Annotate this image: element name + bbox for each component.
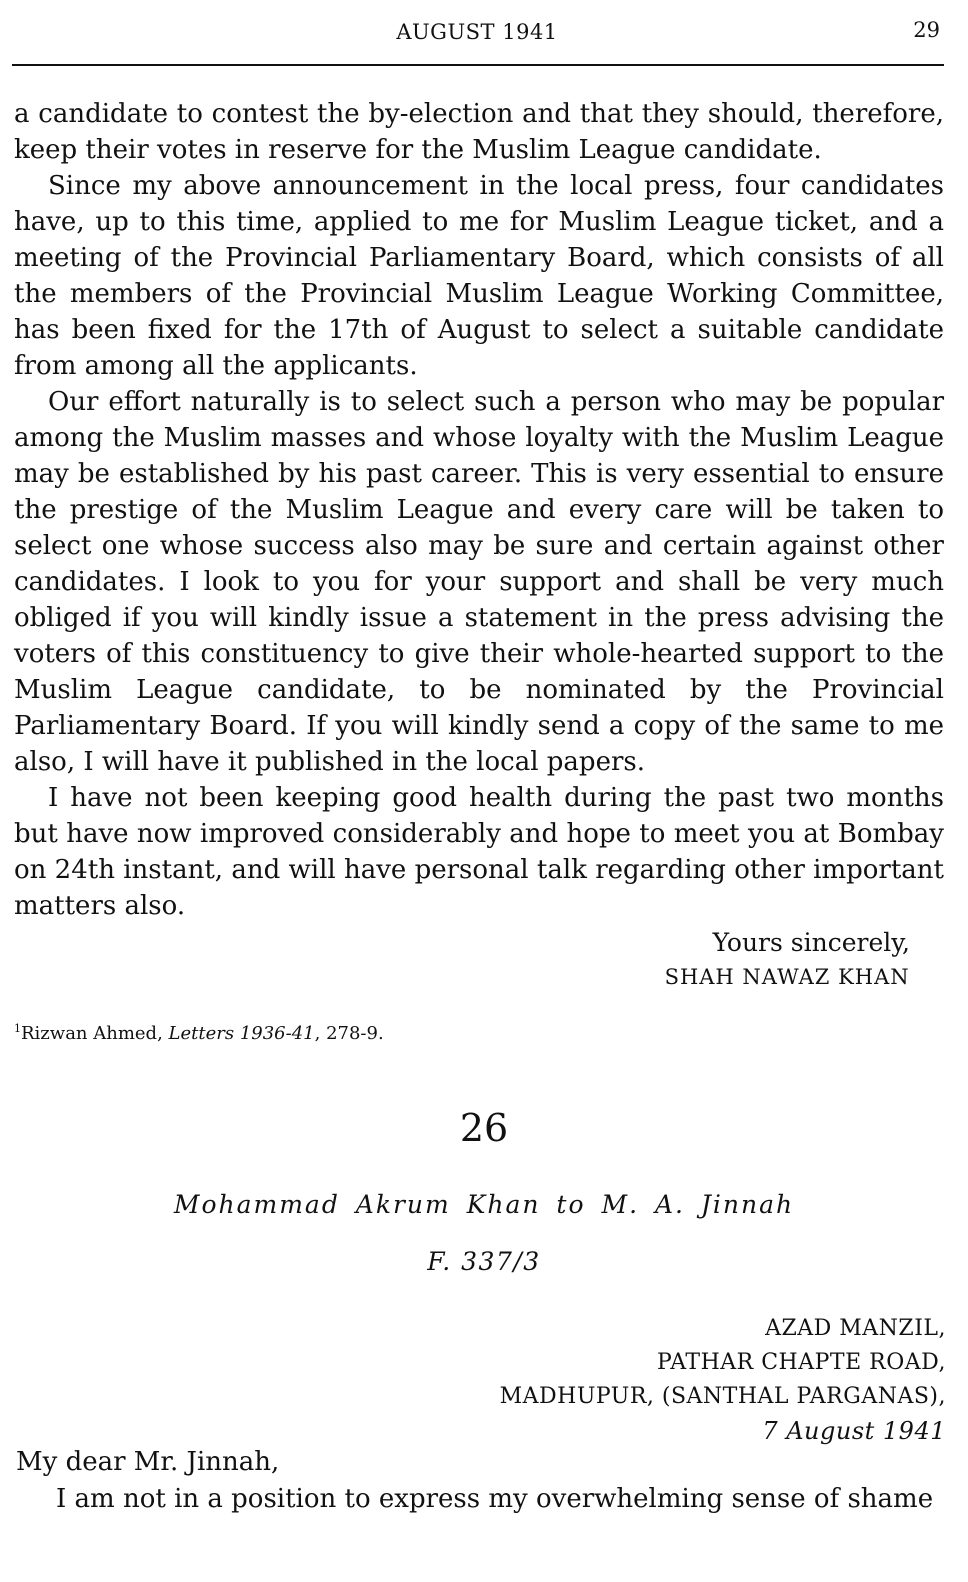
letter-paragraph: I have not been keeping good health during the past two months but have now improved considerably and hope to meet you at Bombay on 24th instant, and will have personal talk regarding other important matters also.: [14, 783, 944, 921]
signatory: SHAH NAWAZ KHAN: [664, 965, 910, 989]
opening-line: I am not in a position to express my overwhelming sense of shame: [56, 1484, 934, 1514]
footnote-author: Rizwan Ahmed,: [21, 1023, 169, 1044]
sender-address: [500, 1312, 946, 1448]
closing: Yours sincerely,: [712, 928, 910, 957]
footnote-pages: , 278-9.: [314, 1023, 384, 1044]
footnote-work: Letters 1936-41: [168, 1023, 315, 1044]
salutation: My dear Mr. Jinnah,: [16, 1447, 280, 1477]
header-rule: [12, 64, 944, 66]
sign-off: [665, 926, 910, 994]
file-reference: F. 337/3: [427, 1247, 541, 1276]
letter-paragraph: Since my above announcement in the local press, four candidates have, up to this time, applied to me for Muslim League ticket, and a meeting of the Provincial Parliamentary Board, which consists of all the members of the Provincial Muslim League Working Committee, has been fixed for the 17th of August to select a suitable candidate from among all the applicants.: [14, 171, 944, 381]
letter-body: [14, 96, 944, 924]
letter-date: 7 August 1941: [762, 1417, 946, 1445]
document-title: Mohammad Akrum Khan to M. A. Jinnah: [173, 1190, 795, 1219]
document-number: 26: [459, 1106, 509, 1150]
footnote: [14, 1022, 384, 1044]
footnote-marker: 1: [14, 1022, 21, 1035]
running-head: AUGUST 1941: [396, 20, 558, 44]
letter-paragraph: a candidate to contest the by-election and that they should, therefore, keep their votes in reserve for the Muslim League candidate.: [14, 99, 944, 165]
address-line: AZAD MANZIL,: [765, 1316, 946, 1341]
address-line: MADHUPUR, (SANTHAL PARGANAS),: [499, 1384, 946, 1409]
page-number: 29: [913, 18, 940, 42]
letter-paragraph: Our effort naturally is to select such a person who may be popular among the Muslim masses and whose loyalty with the Muslim League may be established by his past career. This is very essential to ensure the prestige of the Muslim League and every care will be taken to select one whose success also may be sure and certain against other candidates. I look to you for your support and shall be very much obliged if you will kindly issue a statement in the press advising the voters of this constituency to give their whole-hearted support to the Muslim League candidate, to be nominated by the Provincial Parliamentary Board. If you will kindly send a copy of the same to me also, I will have it published in the local papers.: [14, 387, 944, 777]
page-header: [12, 14, 942, 54]
address-line: PATHAR CHAPTE ROAD,: [656, 1350, 946, 1375]
